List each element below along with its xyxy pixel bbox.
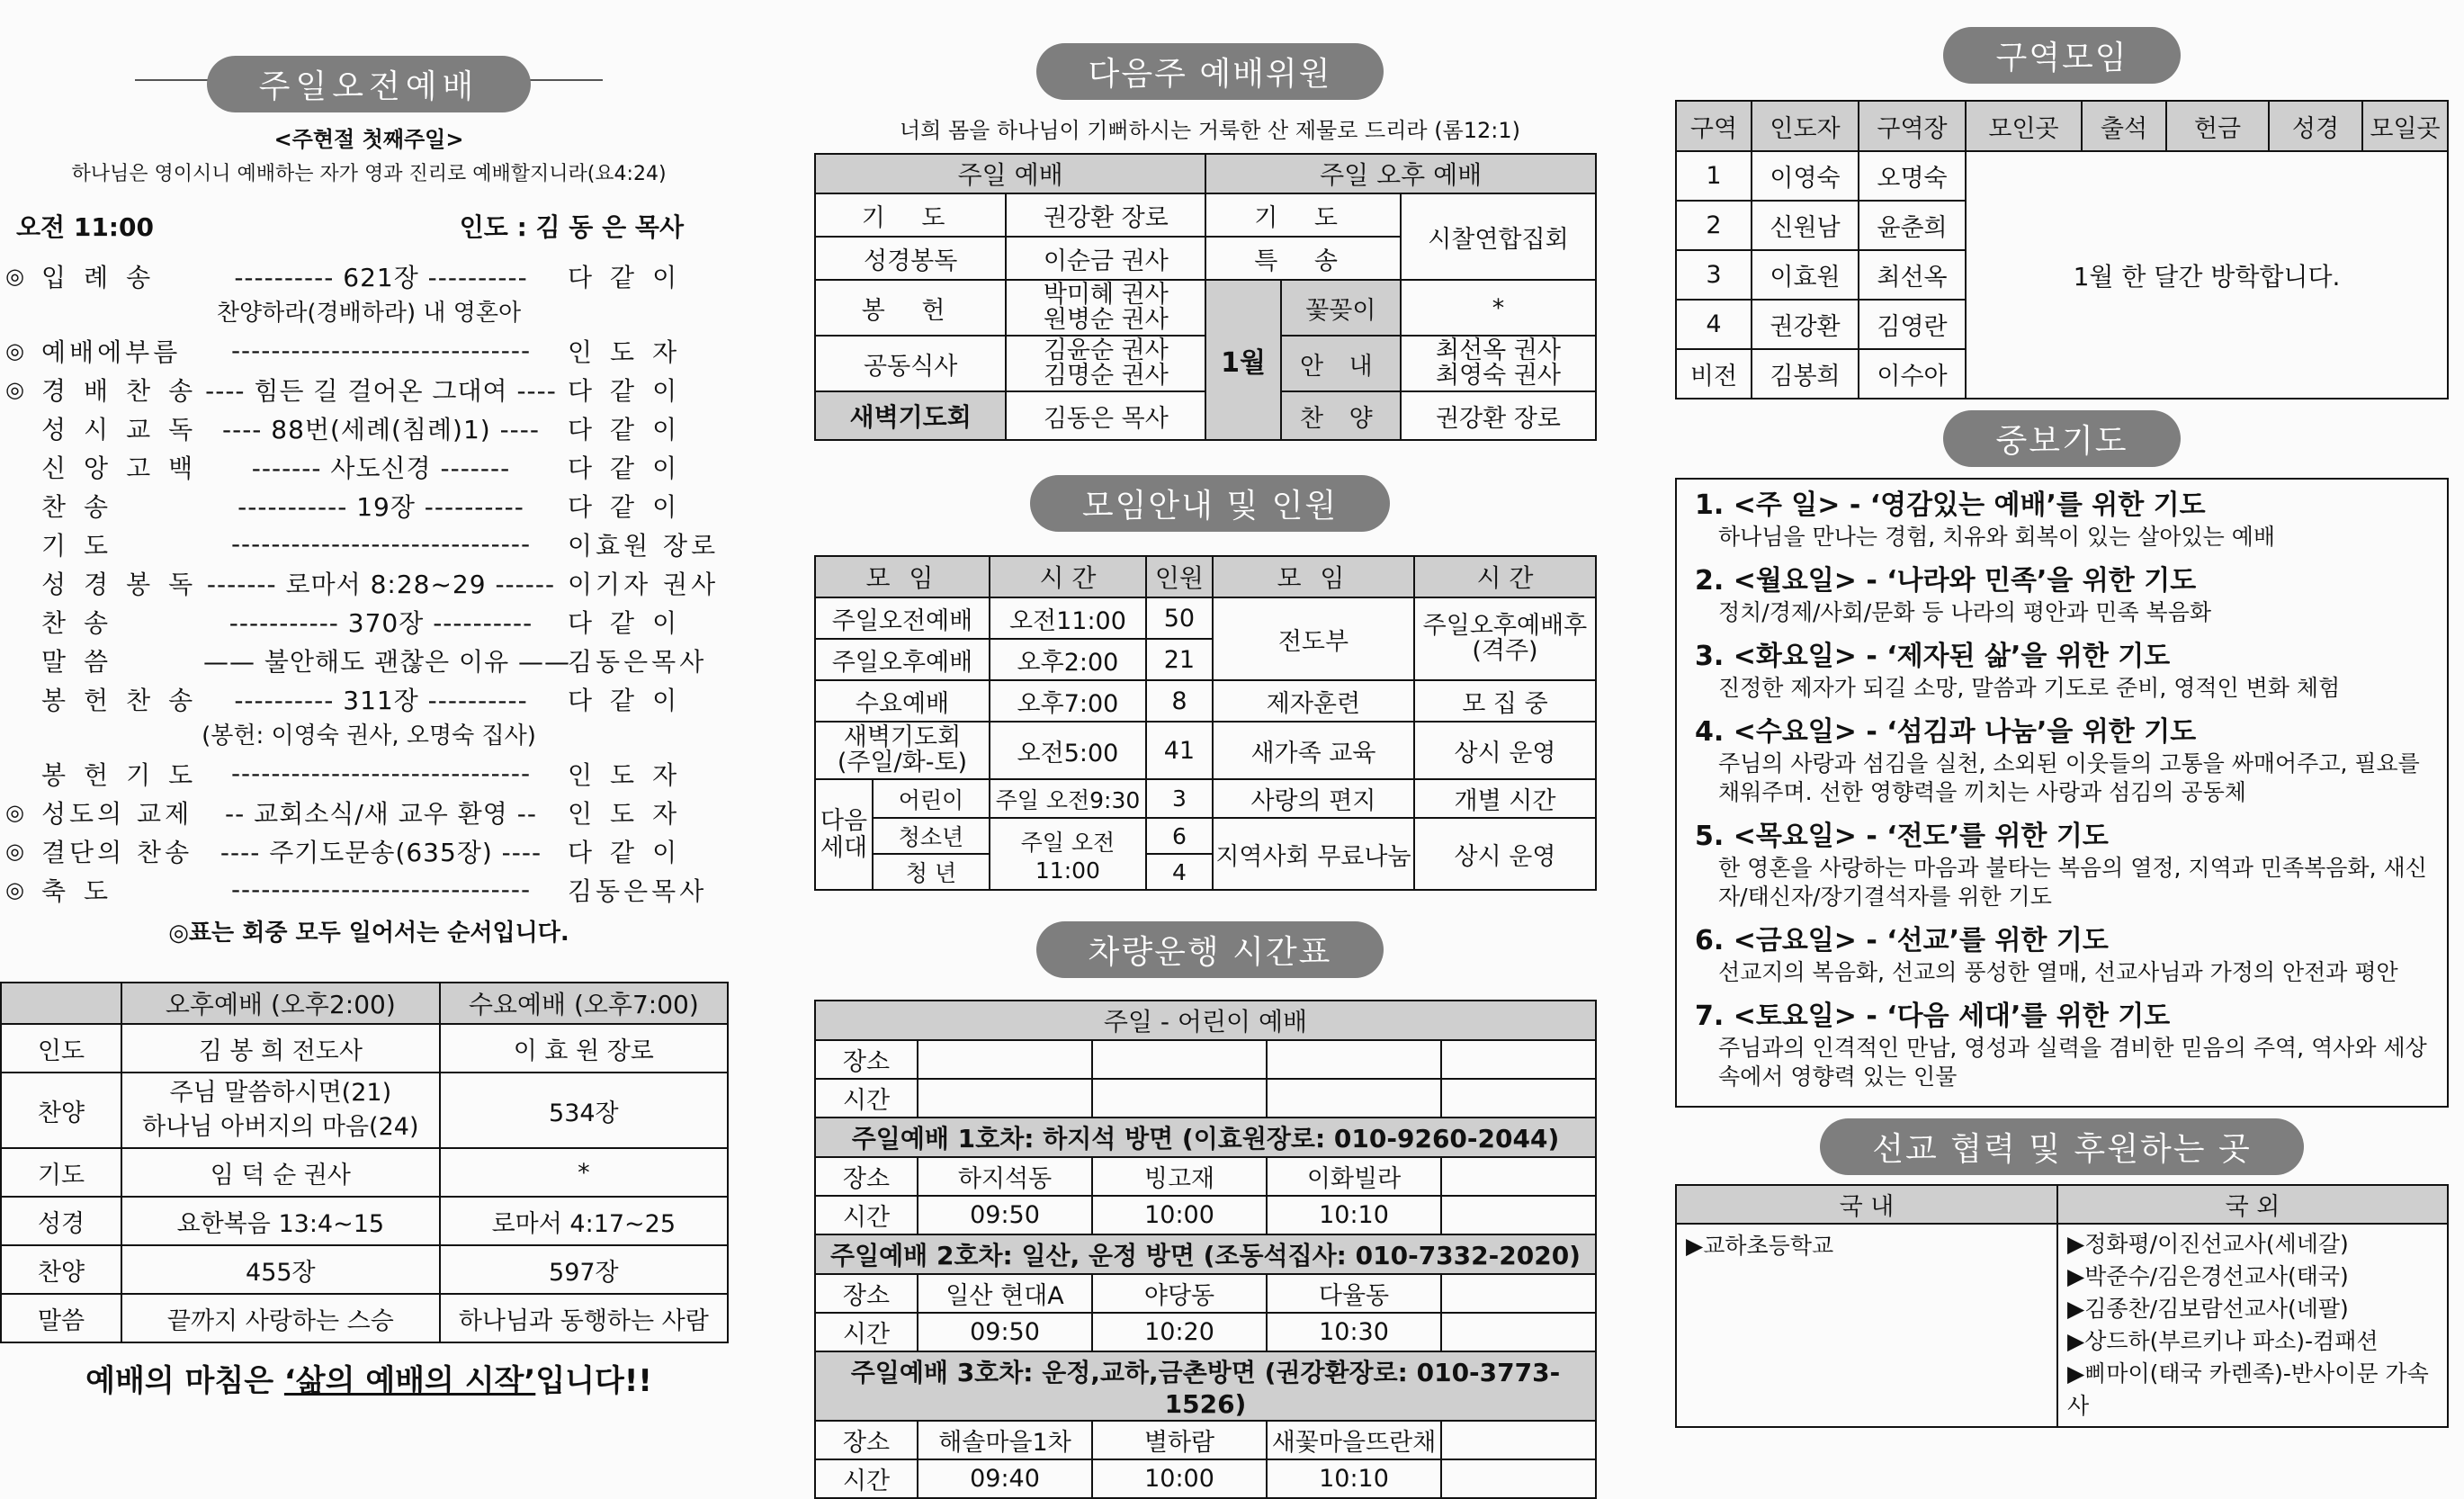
order-subline: 찬양하라(경배하라) 내 영혼아 [216,300,522,327]
order-name: 봉헌기도 [41,759,211,790]
meet-h-name: 모 임 [815,556,990,597]
prayer-body: 한 영혼을 사랑하는 마음과 불타는 복음의 열정, 지역과 민족복음화, 새신자/태신자/장기결석자를 위한 기도 [1718,855,2427,910]
group-h: 모인곳 [1966,101,2082,151]
order-row [0,256,738,295]
closing-post: 입니다!! [535,1363,652,1399]
order-detail: ------------------------------ [230,875,532,904]
meet-h-time: 시 간 [990,556,1146,597]
month-cell: 1월 [1205,280,1280,440]
order-mark: ◎ [5,337,24,364]
young-count: 4 [1146,854,1213,890]
domestic-list [1676,1224,2057,1427]
group-h: 구역장 [1859,101,1966,151]
order-detail: ------------------------------ [230,529,532,559]
order-person: 다같이 [568,262,695,292]
empty-cell [918,1040,1092,1079]
mission-title-wrap [1675,1118,2449,1175]
prayer-heading: 2. <월요일> - ‘나라와 민족’을 위한 기도 [1695,565,2197,597]
row-label: 말씀 [1,1294,121,1342]
wednesday-value: * [440,1148,728,1197]
time-label: 시간 [815,1313,918,1351]
guide-value [1401,336,1596,391]
empty-cell [1441,1079,1596,1118]
order-row [0,408,738,447]
international-header: 국 외 [2057,1185,2448,1224]
corner-cell [1,983,121,1024]
order-name: 봉헌찬송 [41,685,211,715]
place-label: 장소 [815,1421,918,1459]
order-name: 찬송 [41,607,127,638]
order-name: 찬송 [41,491,127,522]
place-label: 장소 [815,1274,918,1313]
stop-time: 10:00 [1092,1459,1267,1498]
order-mark: ◎ [5,376,24,402]
order-name: 신앙고백 [41,453,211,483]
meet-name: 주일오후예배 [815,639,990,680]
meet-h-time2: 시 간 [1414,556,1596,597]
meet-time2: 개별 시간 [1414,779,1596,818]
stop: 야당동 [1092,1274,1267,1313]
wednesday-value: 534장 [440,1073,728,1148]
role-label: 공동식사 [815,336,1006,391]
meet-h-name2: 모 임 [1213,556,1414,597]
meet-time: 오전5:00 [990,722,1146,779]
empty-cell [1092,1040,1267,1079]
empty-cell [1441,1421,1596,1459]
prayer-heading: 3. <화요일> - ‘제자된 삶’을 위한 기도 [1695,641,2171,672]
prayer-body: 정치/경제/사회/문화 등 나라의 평안과 민족 복음화 [1718,599,2212,625]
order-row [0,679,738,718]
flower-label: 꽃꽂이 [1281,280,1401,336]
stop-time: 09:50 [918,1313,1092,1351]
meet-time2: 상시 운영 [1414,818,1596,890]
stop-time: 10:10 [1267,1459,1441,1498]
role-value: 이순금 권사 [1006,237,1205,280]
order-name: 기도 [41,530,127,561]
group-head: 최선옥 [1859,250,1966,300]
prayer-item [1695,715,2447,807]
service-time: 오전 11:00 [16,212,154,242]
meet-count: 21 [1146,639,1213,680]
morning-service-column [0,0,738,1400]
wednesday-header: 수요예배 (오후7:00) [440,983,728,1024]
pm-prayer-value: 시찰연합집회 [1401,193,1596,280]
meet-time2: 상시 운영 [1414,722,1596,779]
meet-time: 오전11:00 [990,597,1146,639]
stop: 빙고재 [1092,1157,1267,1196]
stop-time: 09:50 [918,1196,1092,1234]
praise-song-2: 하나님 아버지의 마음(24) [142,1113,419,1141]
empty-cell [1267,1040,1441,1079]
prayer-item [1695,640,2447,703]
empty-cell [1441,1040,1596,1079]
group-title-wrap [1675,27,2449,84]
route-2-header: 주일예배 2호차: 일산, 운정 방면 (조동석집사: 010-7332-2020) [815,1234,1596,1274]
scripture-verse: 하나님은 영이시니 예배하는 자가 영과 진리로 예배할지니라(요4:24) [71,163,667,185]
group-note: 1월 한 달간 방학합니다. [1966,151,2448,399]
afternoon-value: 김 봉 희 전도사 [121,1024,440,1073]
offering-1: 박미혜 권사 [1043,281,1169,309]
young-label: 청 년 [873,854,990,890]
group-no: 비전 [1676,349,1752,399]
prayer-list [1695,489,2447,1091]
group-leader: 이영숙 [1752,151,1859,201]
stand-note: ◎표는 회중 모두 일어서는 순서입니다. [168,920,569,947]
pm-header: 주일 오후 예배 [1205,154,1596,193]
order-detail: ---------- 311장 ---------- [234,685,528,715]
stop-time: 10:30 [1267,1313,1441,1351]
morning-title-wrap [0,56,738,112]
pm-role-label: 특 송 [1205,237,1401,280]
order-detail: ---- 힘든 길 걸어온 그대여 ---- [205,375,557,406]
row-label: 기도 [1,1148,121,1197]
car-schedule-table [814,1000,1597,1499]
order-name: 결단의 찬송 [41,837,193,867]
order-name: 성경봉독 [41,569,211,599]
time-label: 시간 [815,1079,918,1118]
group-h: 출석 [2082,101,2166,151]
meet-name: 수요예배 [815,680,990,722]
group-head: 윤춘희 [1859,201,1966,250]
domestic-item: ▶교하초등학교 [1686,1233,1834,1259]
closing-emphasis: ‘삶의 예배의 시작’ [283,1363,536,1399]
row-label: 찬양 [1,1245,121,1294]
order-detail: ----------- 370장 ---------- [228,607,533,638]
order-name: 예배에부름 [41,337,182,367]
next-title-wrap [814,43,1606,100]
order-person: 다같이 [568,414,695,444]
meet-time2: 주일오후예배후 (격주) [1414,597,1596,680]
order-detail: ---- 주기도문송(635장) ---- [220,837,542,867]
group-h: 헌금 [2166,101,2269,151]
group-h: 인도자 [1752,101,1859,151]
closing-line [0,1356,738,1400]
stop: 하지석동 [918,1157,1092,1196]
group-table [1675,100,2449,399]
group-leader: 신원남 [1752,201,1859,250]
wednesday-value: 597장 [440,1245,728,1294]
season-label: <주현절 첫째주일> [273,127,464,152]
meet-count: 41 [1146,722,1213,779]
prayer-body: 선교지의 복음화, 선교의 풍성한 열매, 선교사님과 가정의 안전과 평안 [1718,959,2398,985]
order-detail: ------- 사도신경 ------- [251,453,511,483]
meet-count: 8 [1146,680,1213,722]
order-detail: -- 교회소식/새 교우 환영 -- [225,798,537,829]
worship-order-list [0,256,738,909]
wednesday-value: 하나님과 동행하는 사람 [440,1294,728,1342]
guide-1: 최선옥 권사 [1435,337,1561,364]
order-person: 다같이 [568,685,695,715]
stop-time: 10:10 [1267,1196,1441,1234]
dawn-label: 새벽기도회 [815,391,1006,440]
right-column [1675,0,2449,1428]
empty-cell [1267,1079,1441,1118]
service-leader: 인도 : 김 동 은 목사 [459,212,684,242]
order-person: 이기자 권사 [568,569,720,599]
meet-name2: 전도부 [1213,597,1414,680]
meet-time: 오후7:00 [990,680,1146,722]
order-row [0,641,738,679]
order-name: 성시교독 [41,414,211,444]
praise-song-1: 주님 말씀하시면(21) [169,1079,392,1107]
order-row [0,331,738,370]
place-label: 장소 [815,1157,918,1196]
praise-value: 권강환 장로 [1401,391,1596,440]
wednesday-value: 로마서 4:17~25 [440,1197,728,1245]
group-meeting-title: 구역모임 [1943,27,2180,84]
order-person: 김동은목사 [568,646,708,677]
mission-title: 선교 협력 및 후원하는 곳 [1820,1118,2304,1175]
group-leader: 권강환 [1752,300,1859,349]
meet-time2: 모 집 중 [1414,680,1596,722]
prayer-item [1695,924,2447,987]
prayer-item [1695,1000,2447,1091]
meet-name2: 지역사회 무료나눔 [1213,818,1414,890]
meet-count: 50 [1146,597,1213,639]
guide-2: 최영숙 권사 [1435,362,1561,390]
prayer-heading: 4. <수요일> - ‘섬김과 나눔’을 위한 기도 [1695,716,2197,748]
order-name: 성도의 교제 [41,798,193,829]
empty-cell [1441,1196,1596,1234]
international-item: ▶김종찬/김보람선교사(네팔) [2067,1296,2349,1322]
afternoon-value: 임 덕 순 권사 [121,1148,440,1197]
empty-cell [1441,1274,1596,1313]
am-header: 주일 예배 [815,154,1205,193]
empty-cell [1092,1079,1267,1118]
order-row [0,370,738,408]
order-detail: ------------------------------ [230,758,532,788]
order-row [0,563,738,602]
role-value [1006,336,1205,391]
group-leader: 김봉희 [1752,349,1859,399]
empty-cell [1441,1459,1596,1498]
group-head: 이수아 [1859,349,1966,399]
order-person: 김동은목사 [568,875,708,906]
order-subline: (봉헌: 이영숙 권사, 오명숙 집사) [202,723,536,750]
afternoon-header: 오후예배 (오후2:00) [121,983,440,1024]
order-row [0,831,738,870]
route-3-header: 주일예배 3호차: 운정,교하,금촌방면 (권강환장로: 010-3773-1526) [815,1351,1596,1421]
meal-1: 김윤순 권사 [1043,337,1169,364]
place-label: 장소 [815,1040,918,1079]
stop: 다율동 [1267,1274,1441,1313]
next-gen-label: 다음 세대 [815,779,873,890]
domestic-header: 국 내 [1676,1185,2057,1224]
time-label: 시간 [815,1196,918,1234]
international-item: ▶상드하(부르키나 파소)-컴패션 [2067,1328,2379,1354]
intercession-title: 중보기도 [1943,410,2180,467]
order-person: 다같이 [568,837,695,867]
flower-value: * [1401,280,1596,336]
afternoon-value: 455장 [121,1245,440,1294]
stop-time: 09:40 [918,1459,1092,1498]
order-detail: ------------------------------ [230,336,532,365]
order-detail: ---- 88번(세례(침례)1) ---- [221,414,540,444]
meet-title-wrap [814,475,1606,532]
kids-label: 어린이 [873,779,990,818]
order-row [0,754,738,793]
meet-name2: 제자훈련 [1213,680,1414,722]
group-head: 김영란 [1859,300,1966,349]
afternoon-value: 끝까지 사랑하는 스승 [121,1294,440,1342]
order-detail: —— 불안해도 괜찮은 이유 —— [203,646,571,677]
order-person: 다같이 [568,491,695,522]
kids-count: 3 [1146,779,1213,818]
prayer-item [1695,489,2447,552]
order-person: 이효원 장로 [568,530,720,561]
order-name: 축도 [41,875,127,906]
order-row [0,486,738,525]
pm-role-label: 기 도 [1205,193,1401,237]
prayer-heading: 7. <토요일> - ‘다음 세대’를 위한 기도 [1695,1001,2171,1032]
row-label: 인도 [1,1024,121,1073]
offering-2: 원병순 권사 [1043,306,1169,334]
group-no: 3 [1676,250,1752,300]
prayer-heading: 5. <목요일> - ‘전도’를 위한 기도 [1695,821,2109,852]
group-no: 1 [1676,151,1752,201]
prayer-body: 진정한 제자가 되길 소망, 말씀과 기도로 준비, 영적인 변화 체험 [1718,675,2341,701]
group-h: 성경 [2269,101,2362,151]
order-detail: ------- 로마서 8:28~29 ------ [206,569,556,599]
order-row [0,870,738,909]
international-item: ▶삐마이(태국 카렌족)-반사이문 가속사 [2067,1360,2429,1419]
order-mark: ◎ [5,799,24,825]
meetings-table [814,555,1597,891]
kids-time: 주일 오전9:30 [990,779,1146,818]
car-title-wrap [814,921,1606,978]
middle-column [814,0,1606,1499]
empty-cell [1441,1157,1596,1196]
meet-name: 새벽기도회 (주일/화-토) [815,722,990,779]
order-row [0,447,738,486]
group-h: 모일곳 [2362,101,2448,151]
order-mark: ◎ [5,838,24,864]
role-label: 봉 헌 [815,280,1006,336]
stop: 일산 현대A [918,1274,1092,1313]
morning-service-title: 주일오전예배 [207,56,532,112]
youth-time: 주일 오전11:00 [990,818,1146,890]
group-no: 2 [1676,201,1752,250]
order-name: 입례송 [41,262,169,292]
prayer-body: 하나님을 만나는 경험, 치유와 회복이 있는 살아있는 예배 [1718,524,2276,550]
order-person: 인도자 [568,759,695,790]
empty-cell [918,1079,1092,1118]
next-verse: 너희 몸을 하나님이 기뻐하시는 거룩한 산 제물로 드리라 (롬12:1) [899,118,1521,143]
order-mark: ◎ [5,876,24,902]
role-value [1006,280,1205,336]
wednesday-value: 이 효 원 장로 [440,1024,728,1073]
meet-name: 주일오전예배 [815,597,990,639]
group-head: 오명숙 [1859,151,1966,201]
meet-name2: 새가족 교육 [1213,722,1414,779]
praise-label: 찬 양 [1281,391,1401,440]
order-row [0,602,738,641]
row-label: 성경 [1,1197,121,1245]
order-detail: ----------- 19장 ---------- [237,491,524,522]
order-person: 다같이 [568,453,695,483]
stop: 별하람 [1092,1421,1267,1459]
dawn-value: 김동은 목사 [1006,391,1205,440]
car-schedule-title: 차량운행 시간표 [1036,921,1384,978]
group-leader: 이효원 [1752,250,1859,300]
order-row [0,793,738,831]
prayer-title-wrap [1675,410,2449,467]
prayer-body: 주님과의 인격적인 만남, 영성과 실력을 겸비한 믿음의 주역, 역사와 세상 속에서 영향력 있는 인물 [1718,1035,2427,1090]
row-label: 찬양 [1,1073,121,1148]
prayer-item [1695,820,2447,911]
prayer-body: 주님의 사랑과 섬김을 실천, 소외된 이웃들의 고통을 싸매어주고, 필요를 채워주며. 선한 영향력을 끼치는 사랑과 섬김의 공동체 [1718,750,2420,805]
prayer-box [1675,478,2449,1108]
role-label: 성경봉독 [815,237,1006,280]
international-list [2057,1224,2448,1427]
order-person: 다같이 [568,607,695,638]
prayer-item [1695,564,2447,627]
role-label: 기 도 [815,193,1006,237]
order-person: 인도자 [568,337,695,367]
order-person: 인도자 [568,798,695,829]
meetings-title: 모임안내 및 인원 [1030,475,1390,532]
prayer-heading: 6. <금요일> - ‘선교’를 위한 기도 [1695,925,2109,956]
prayer-heading: 1. <주 일> - ‘영감있는 예배’를 위한 기도 [1695,489,2206,521]
youth-label: 청소년 [873,818,990,854]
stop-time: 10:20 [1092,1313,1267,1351]
meal-2: 김명순 권사 [1043,362,1169,390]
order-row [0,525,738,563]
international-item: ▶박준수/김은경선교사(태국) [2067,1263,2349,1289]
international-item: ▶정화평/이진선교사(세네갈) [2067,1231,2349,1257]
meet-name2: 사랑의 편지 [1213,779,1414,818]
group-no: 4 [1676,300,1752,349]
role-value: 권강환 장로 [1006,193,1205,237]
closing-pre: 예배의 마침은 [85,1363,284,1399]
route-1-header: 주일예배 1호차: 하지석 방면 (이효원장로: 010-9260-2044) [815,1118,1596,1157]
afternoon-value: 요한복음 13:4~15 [121,1197,440,1245]
empty-cell [1441,1313,1596,1351]
order-mark: ◎ [5,263,24,289]
order-name: 경배찬송 [41,375,211,406]
order-person: 다같이 [568,375,695,406]
next-week-table [814,153,1597,441]
group-h: 구역 [1676,101,1752,151]
order-name: 말씀 [41,646,127,677]
youth-count: 6 [1146,818,1213,854]
order-detail: ---------- 621장 ---------- [234,262,528,292]
stop-time: 10:00 [1092,1196,1267,1234]
other-services-table [0,982,729,1343]
time-label: 시간 [815,1459,918,1498]
stop: 새꽃마을뜨란채 [1267,1421,1441,1459]
guide-label: 안 내 [1281,336,1401,391]
next-week-title: 다음주 예배위원 [1036,43,1384,100]
stop: 이화빌라 [1267,1157,1441,1196]
meet-h-count: 인원 [1146,556,1213,597]
kids-route-header: 주일 - 어린이 예배 [815,1001,1596,1040]
meet-time: 오후2:00 [990,639,1146,680]
time-leader-line [16,208,684,244]
mission-table [1675,1184,2449,1428]
afternoon-value [121,1073,440,1148]
stop: 해솔마을1차 [918,1421,1092,1459]
